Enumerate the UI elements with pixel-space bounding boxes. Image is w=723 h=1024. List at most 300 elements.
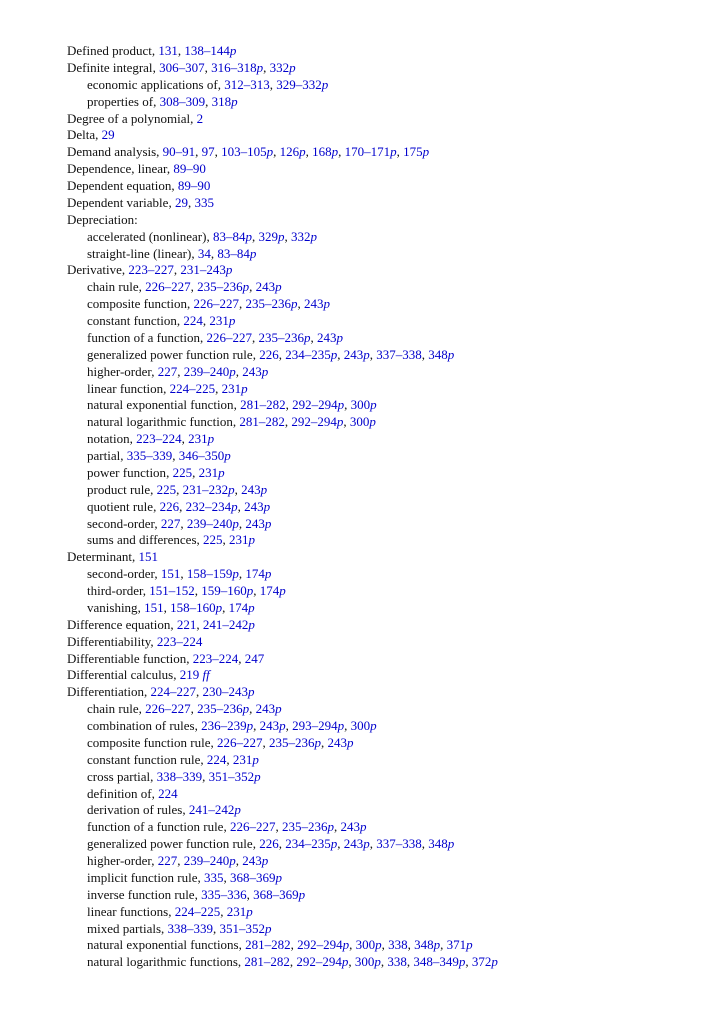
page-reference-link[interactable]	[428, 347, 454, 362]
following-pages-marker: ff	[202, 667, 210, 683]
page-number: 83–84	[212, 228, 246, 244]
page-number: 292–294	[296, 954, 342, 970]
page-number: 131	[158, 43, 178, 58]
page-reference-link[interactable]	[175, 904, 221, 919]
page-number: 243	[255, 279, 276, 295]
page-reference-link[interactable]	[159, 60, 205, 75]
page-reference-link[interactable]	[340, 819, 366, 834]
page-number: 223–224	[156, 633, 203, 649]
index-subentry: third-order, 151–152, 159–160p, 174p	[87, 583, 286, 598]
page-number: 335	[194, 194, 214, 210]
index-subentry: natural logarithmic functions, 281–282, 292–294p, 300p, 338, 348–349p, 372p	[87, 954, 498, 970]
page-reference-link[interactable]	[136, 431, 182, 446]
page-number: 226–227	[206, 329, 252, 345]
index-term: Dependence, linear	[67, 161, 167, 177]
page-reference-link[interactable]	[245, 937, 291, 952]
page-reference-link[interactable]	[173, 161, 206, 176]
page-reference-link[interactable]	[280, 144, 306, 159]
page-reference-link[interactable]	[158, 853, 178, 868]
page-number: 243	[259, 718, 280, 733]
page-reference-link[interactable]	[230, 870, 282, 885]
page-number: 90–91	[162, 144, 196, 160]
problem-marker: p	[330, 346, 338, 362]
page-reference-link[interactable]	[158, 364, 178, 379]
index-entry: Degree of a polynomial, 2	[67, 110, 204, 126]
page-reference-link[interactable]	[157, 769, 203, 784]
page-reference-link[interactable]	[224, 77, 270, 92]
problem-marker: p	[336, 414, 344, 430]
page-reference-link[interactable]	[292, 397, 344, 412]
index-subentry: second-order, 227, 239–240p, 243p	[87, 515, 272, 531]
problem-marker: p	[224, 448, 231, 463]
page-number: 151	[138, 549, 158, 565]
page-reference-link[interactable]	[203, 617, 255, 632]
page-number: 292–294	[292, 397, 338, 413]
page-reference-link[interactable]	[102, 127, 115, 142]
page-reference-link[interactable]	[345, 144, 397, 159]
index-entry: Determinant, 151	[67, 549, 158, 565]
page-reference-link[interactable]	[202, 144, 215, 159]
page-number: 226	[159, 498, 180, 514]
page-reference-link[interactable]	[161, 566, 181, 581]
page-reference-link[interactable]	[157, 482, 177, 497]
problem-marker: p	[374, 954, 381, 970]
problem-marker: p	[275, 701, 282, 717]
page-reference-link[interactable]	[193, 651, 239, 666]
index-subentry: constant function, 224, 231p	[87, 313, 236, 328]
page-reference-link[interactable]	[170, 600, 222, 615]
page-reference-link[interactable]	[276, 77, 328, 92]
page-reference-link[interactable]	[388, 937, 408, 952]
page-number: 175	[403, 144, 423, 160]
index-term: Differential calculus	[67, 667, 174, 683]
page-reference-link[interactable]	[241, 482, 267, 497]
index-entry: Dependence, linear, 89–90	[67, 161, 206, 177]
index-subentry: economic applications of, 312–313, 329–332p	[87, 76, 329, 92]
page-number: 235–236	[197, 701, 243, 717]
problem-marker: p	[275, 279, 282, 295]
page-number: 158–160	[170, 599, 216, 615]
index-term: natural exponential function	[87, 397, 234, 413]
index-subentry: vanishing, 151, 158–160p, 174p	[87, 599, 255, 615]
page-reference-link[interactable]	[157, 634, 203, 649]
page-reference-link[interactable]	[233, 752, 259, 767]
page-number: 151–152	[149, 583, 195, 598]
problem-marker: p	[331, 144, 339, 160]
problem-marker: p	[266, 144, 274, 160]
page-reference-link[interactable]	[428, 836, 454, 851]
page-reference-link[interactable]	[220, 921, 272, 936]
index-term: second-order	[87, 515, 155, 531]
page-reference-link[interactable]	[285, 347, 337, 362]
page-reference-link[interactable]	[189, 802, 241, 817]
index-subentry: natural logarithmic function, 281–282, 292–294p, 300p	[87, 414, 376, 430]
page-reference-link[interactable]	[253, 887, 305, 902]
page-reference-link[interactable]	[184, 364, 236, 379]
page-reference-link[interactable]	[245, 651, 265, 666]
problem-marker: p	[234, 802, 241, 818]
index-term: Dependent equation	[67, 178, 172, 193]
index-term: power function	[87, 464, 167, 480]
page-number: 329	[258, 228, 278, 244]
page-reference-link[interactable]	[447, 937, 473, 952]
page-reference-link[interactable]	[297, 937, 349, 952]
page-reference-link[interactable]	[317, 330, 343, 345]
page-reference-link[interactable]	[351, 718, 377, 733]
problem-marker: p	[330, 836, 338, 852]
index-term: properties of	[87, 93, 154, 109]
page-reference-link[interactable]	[245, 516, 271, 531]
index-term: implicit function rule	[87, 869, 198, 885]
page-reference-link[interactable]	[259, 330, 311, 345]
page-reference-link[interactable]	[194, 296, 240, 311]
page-number: 224–227	[150, 684, 197, 700]
page-reference-link[interactable]	[144, 600, 164, 615]
page-number: 241–242	[188, 802, 235, 818]
page-reference-link[interactable]	[356, 937, 382, 952]
page-reference-link[interactable]	[179, 448, 231, 463]
page-reference-link[interactable]	[201, 718, 253, 733]
page-reference-link[interactable]	[170, 381, 216, 396]
page-number: 243	[244, 498, 264, 514]
index-term: natural logarithmic functions	[87, 954, 238, 970]
page-reference-link[interactable]	[199, 465, 225, 480]
page-number: 338	[388, 937, 408, 953]
page-number: 231–243	[180, 262, 226, 278]
page-number: 281–282	[240, 397, 286, 413]
index-subentry: notation, 223–224, 231p	[87, 431, 215, 447]
index-subentry: higher-order, 227, 239–240p, 243p	[87, 363, 269, 379]
problem-marker: p	[218, 464, 225, 480]
problem-marker: p	[310, 228, 317, 244]
page-reference-link[interactable]	[376, 347, 422, 362]
page-reference-link[interactable]	[158, 43, 178, 58]
page-number: 241–242	[202, 616, 249, 632]
page-reference-link[interactable]	[217, 246, 256, 261]
page-number: 335	[203, 869, 224, 885]
index-term: linear function	[87, 380, 164, 396]
page-reference-link[interactable]	[207, 752, 227, 767]
page-reference-link[interactable]	[244, 954, 290, 969]
page-reference-link[interactable]	[128, 262, 174, 277]
page-reference-link[interactable]	[403, 144, 429, 159]
problem-marker: p	[248, 532, 256, 548]
index-term: straight-line (linear)	[87, 245, 192, 261]
page-number: 348–349	[413, 954, 459, 970]
index-term: accelerated (nonlinear)	[87, 228, 207, 244]
page-number: 371	[446, 937, 467, 953]
page-number: 231	[209, 313, 229, 328]
index-subentry: higher-order, 227, 239–240p, 243p	[87, 853, 269, 868]
page-reference-link[interactable]	[376, 836, 422, 851]
page-number: 226–227	[229, 819, 276, 835]
index-subentry: sums and differences, 225, 231p	[87, 532, 256, 548]
page-reference-link[interactable]	[188, 431, 214, 446]
page-number: 223–224	[136, 431, 182, 447]
page-number: 351–352	[219, 920, 266, 936]
index-entry: Differentiable function, 223–224, 247	[67, 650, 265, 666]
page-number: 292–294	[291, 414, 337, 430]
problem-marker: p	[241, 380, 248, 396]
page-number: 225	[156, 481, 177, 497]
page-reference-link[interactable]	[160, 499, 180, 514]
page-number: 234–235	[285, 346, 331, 362]
page-number: 29	[174, 194, 188, 210]
page-reference-link[interactable]	[260, 718, 286, 733]
page-reference-link[interactable]	[351, 397, 377, 412]
page-number: 235–236	[258, 329, 304, 345]
page-reference-link[interactable]	[145, 279, 191, 294]
problem-marker: p	[228, 481, 235, 497]
page-reference-link[interactable]	[285, 836, 337, 851]
page-reference-link[interactable]	[184, 43, 236, 58]
page-reference-link[interactable]	[260, 583, 286, 598]
page-reference-link[interactable]	[245, 566, 271, 581]
page-reference-link[interactable]	[291, 414, 343, 429]
page-reference-link[interactable]	[197, 701, 249, 716]
index-entry: Dependent variable, 29, 335	[67, 194, 214, 210]
page-number: 243	[241, 481, 261, 497]
index-term: higher-order	[87, 853, 152, 868]
page-reference-link[interactable]	[222, 381, 248, 396]
page-number: 231	[232, 751, 253, 767]
page-reference-link[interactable]	[197, 111, 204, 126]
problem-marker: p	[422, 144, 430, 160]
page-number: 226–227	[193, 296, 240, 312]
index-subentry: inverse function rule, 335–336, 368–369p	[87, 886, 306, 902]
index-term: Derivative	[67, 262, 122, 278]
page-reference-link[interactable]	[213, 229, 252, 244]
page-reference-link[interactable]	[270, 60, 296, 75]
index-term: partial	[87, 448, 121, 463]
page-number: 89–90	[173, 161, 206, 177]
page-number: 337–338	[376, 346, 422, 362]
problem-marker: p	[433, 937, 441, 953]
page-reference-link[interactable]	[203, 532, 223, 547]
page-reference-link[interactable]	[180, 262, 232, 277]
page-number: 372	[471, 954, 492, 970]
problem-marker: p	[249, 245, 257, 261]
index-subentry: generalized power function rule, 226, 234–235p, 243p, 337–338, 348p	[87, 346, 455, 362]
page-number: 348	[414, 937, 434, 953]
page-reference-link[interactable]	[344, 836, 370, 851]
page-reference-link[interactable]	[259, 347, 279, 362]
page-number: 174	[259, 583, 280, 598]
page-reference-link[interactable]	[212, 94, 238, 109]
page-number: 224	[183, 313, 203, 328]
page-reference-link[interactable]	[269, 735, 321, 750]
index-entry: Derivative, 223–227, 231–243p	[67, 262, 233, 278]
problem-marker: p	[370, 718, 377, 733]
page-reference-link[interactable]	[292, 718, 344, 733]
problem-marker: p	[261, 853, 269, 868]
index-term: composite function rule	[87, 734, 211, 750]
problem-marker: p	[207, 431, 215, 447]
problem-marker: p	[363, 836, 370, 852]
problem-marker: p	[215, 599, 223, 615]
index-subentry: function of a function, 226–227, 235–236p, 243p	[87, 329, 343, 345]
problem-marker: p	[246, 718, 254, 733]
index-term: generalized power function rule	[87, 836, 253, 852]
page-number: 308–309	[159, 93, 206, 109]
problem-marker: p	[289, 59, 296, 75]
page-reference-link[interactable]	[413, 954, 465, 969]
page-number: 231–232	[182, 481, 229, 497]
page-number: 138–144	[184, 43, 230, 58]
page-reference-link[interactable]	[180, 667, 210, 682]
problem-marker: p	[369, 414, 376, 430]
problem-marker: p	[232, 566, 239, 582]
page-reference-link[interactable]	[160, 94, 206, 109]
index-term: derivation of rules	[87, 802, 183, 818]
index-term: constant function	[87, 313, 177, 328]
page-number: 281–282	[239, 414, 285, 430]
page-reference-link[interactable]	[207, 330, 253, 345]
page-reference-link[interactable]	[387, 954, 407, 969]
page-number: 300	[350, 718, 371, 733]
page-reference-link[interactable]	[175, 195, 188, 210]
problem-marker: p	[225, 262, 233, 278]
index-term: second-order	[87, 566, 155, 582]
page-reference-link[interactable]	[244, 499, 270, 514]
page-number: 235–236	[245, 296, 292, 312]
page-reference-link[interactable]	[173, 465, 193, 480]
page-number: 226	[259, 346, 279, 362]
page-reference-link[interactable]	[203, 684, 255, 699]
problem-marker: p	[242, 701, 250, 717]
page-number: 338	[387, 954, 407, 970]
page-reference-link[interactable]	[227, 904, 253, 919]
problem-marker: p	[264, 566, 272, 582]
problem-marker: p	[491, 954, 498, 970]
page-reference-link[interactable]	[201, 887, 247, 902]
page-reference-link[interactable]	[240, 397, 286, 412]
page-reference-link[interactable]	[151, 684, 197, 699]
page-reference-link[interactable]	[211, 60, 263, 75]
page-number: 316–318	[211, 59, 257, 75]
page-reference-link[interactable]	[209, 769, 261, 784]
page-reference-link[interactable]	[344, 347, 370, 362]
page-reference-link[interactable]	[158, 786, 178, 801]
page-number: 170–171	[344, 144, 391, 160]
page-reference-link[interactable]	[304, 296, 330, 311]
page-reference-link[interactable]	[355, 954, 381, 969]
problem-marker: p	[261, 363, 269, 379]
page-reference-link[interactable]	[256, 701, 282, 716]
page-reference-link[interactable]	[327, 735, 353, 750]
page-reference-link[interactable]	[221, 144, 273, 159]
index-subentry: linear functions, 224–225, 231p	[87, 903, 253, 919]
page-reference-link[interactable]	[183, 313, 203, 328]
page-reference-link[interactable]	[163, 144, 196, 159]
page-number: 335–339	[126, 448, 173, 463]
index-term: combination of rules	[87, 718, 195, 733]
page-reference-link[interactable]	[127, 448, 173, 463]
page-number: 231	[229, 532, 249, 548]
problem-marker: p	[341, 954, 349, 970]
page-number: 332	[269, 59, 290, 75]
page-number: 224–225	[174, 903, 221, 919]
page-number: 151	[144, 599, 164, 615]
page-number: 158–159	[186, 566, 233, 582]
index-term: higher-order	[87, 363, 152, 379]
page-reference-link[interactable]	[291, 229, 317, 244]
page-reference-link[interactable]	[259, 836, 279, 851]
page-reference-link[interactable]	[145, 701, 191, 716]
index-term: natural logarithmic function	[87, 414, 233, 430]
page-reference-link[interactable]	[296, 954, 348, 969]
page-reference-link[interactable]	[229, 600, 255, 615]
page-reference-link[interactable]	[183, 482, 235, 497]
page-reference-link[interactable]	[187, 516, 239, 531]
page-reference-link[interactable]	[246, 296, 298, 311]
page-reference-link[interactable]	[472, 954, 498, 969]
page-reference-link[interactable]	[149, 583, 195, 598]
page-reference-link[interactable]	[187, 566, 239, 581]
page-reference-link[interactable]	[161, 516, 181, 531]
page-number: 224–225	[169, 380, 216, 396]
problem-marker: p	[232, 515, 239, 531]
page-number: 346–350	[178, 448, 225, 463]
problem-marker: p	[264, 515, 272, 531]
page-reference-link[interactable]	[177, 617, 197, 632]
page-reference-link[interactable]	[138, 549, 158, 564]
page-reference-link[interactable]	[178, 178, 211, 193]
index-term: composite function	[87, 296, 188, 312]
page-reference-link[interactable]	[197, 279, 249, 294]
page-reference-link[interactable]	[194, 195, 214, 210]
page-reference-link[interactable]	[229, 532, 255, 547]
page-number: 243	[304, 296, 324, 312]
index-term: Definite integral	[67, 59, 153, 75]
index-subentry: generalized power function rule, 226, 234–235p, 243p, 337–338, 348p	[87, 836, 455, 852]
page-reference-link[interactable]	[168, 921, 214, 936]
page-number: 243	[317, 329, 337, 345]
index-subentry: quotient rule, 226, 232–234p, 243p	[87, 498, 271, 514]
page-reference-link[interactable]	[209, 313, 235, 328]
page-reference-link[interactable]	[198, 246, 211, 261]
page-number: 103–105	[221, 144, 267, 160]
page-number: 300	[354, 954, 375, 970]
page-reference-link[interactable]	[239, 414, 285, 429]
page-reference-link[interactable]	[312, 144, 338, 159]
page-reference-link[interactable]	[230, 819, 276, 834]
page-number: 225	[172, 464, 193, 480]
page-reference-link[interactable]	[282, 819, 334, 834]
index-term: Depreciation:	[67, 211, 138, 227]
page-number: 231	[198, 464, 219, 480]
page-number: 318	[211, 93, 232, 109]
page-reference-link[interactable]	[186, 499, 238, 514]
page-reference-link[interactable]	[256, 279, 282, 294]
page-reference-link[interactable]	[242, 364, 268, 379]
problem-marker: p	[231, 93, 238, 109]
page-reference-link[interactable]	[242, 853, 268, 868]
page-reference-link[interactable]	[201, 583, 253, 598]
problem-marker: p	[327, 819, 334, 835]
page-reference-link[interactable]	[258, 229, 284, 244]
problem-marker: p	[252, 751, 259, 767]
index-subentry: combination of rules, 236–239p, 243p, 293–294p, 300p	[87, 718, 377, 733]
page-reference-link[interactable]	[414, 937, 440, 952]
page-reference-link[interactable]	[217, 735, 263, 750]
page-reference-link[interactable]	[204, 870, 224, 885]
page-number: 243	[327, 734, 347, 750]
page-reference-link[interactable]	[184, 853, 236, 868]
page-number: 351–352	[208, 768, 255, 784]
page-number: 231	[221, 380, 242, 396]
page-reference-link[interactable]	[350, 414, 376, 429]
